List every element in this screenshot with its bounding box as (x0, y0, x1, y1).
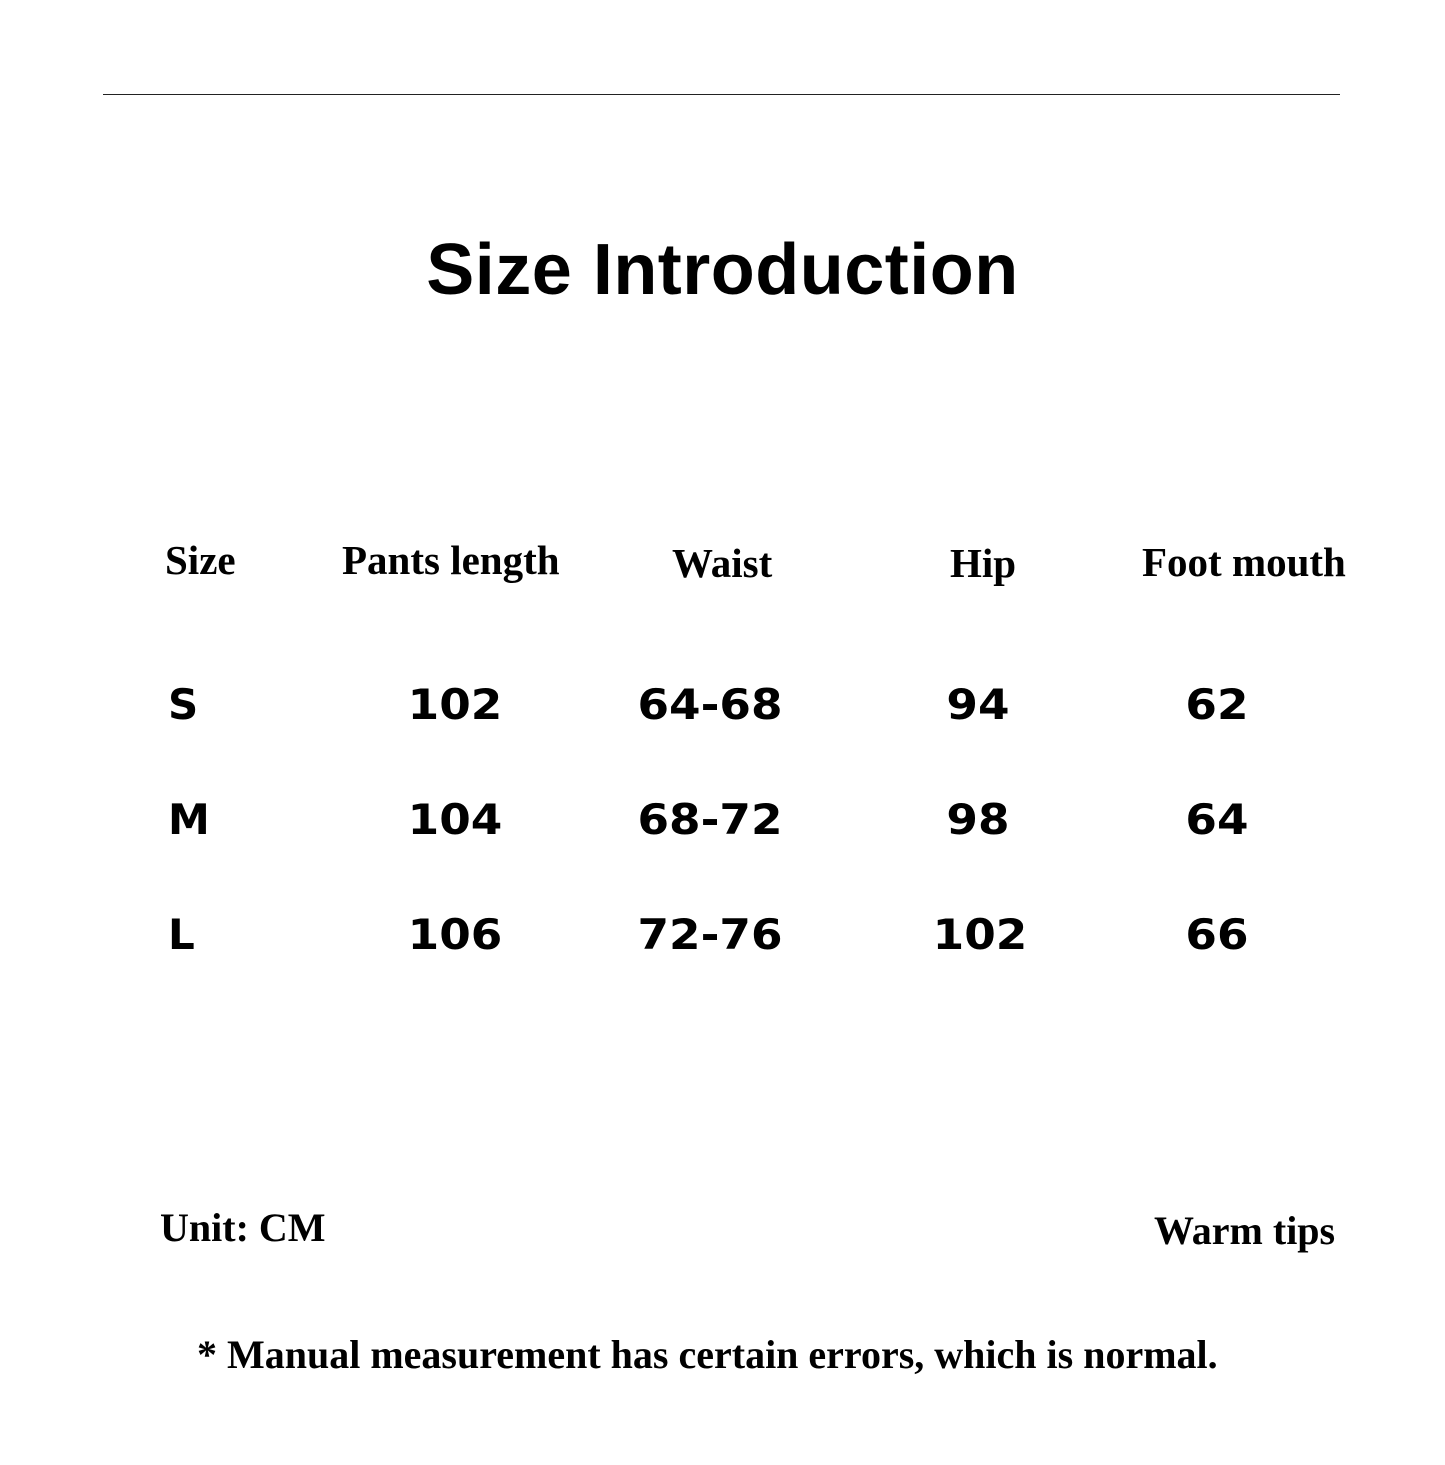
table-cell-size: M (168, 795, 210, 844)
table-cell-waist: 64-68 (637, 680, 783, 729)
unit-label: Unit: CM (160, 1205, 326, 1250)
header-hip: Hip (950, 540, 1017, 586)
page-title: Size Introduction (426, 230, 1019, 310)
table-cell-waist: 68-72 (637, 795, 783, 844)
table-cell-pants-length: 102 (407, 680, 503, 729)
table-cell-pants-length: 104 (407, 795, 503, 844)
table-cell-pants-length: 106 (407, 910, 503, 959)
header-pants-length: Pants length (342, 537, 560, 583)
table-cell-hip: 94 (946, 680, 1010, 729)
table-cell-size: S (168, 680, 199, 729)
table-cell-waist: 72-76 (637, 910, 783, 959)
table-cell-hip: 102 (932, 910, 1028, 959)
top-divider (103, 94, 1340, 95)
table-cell-size: L (168, 910, 195, 959)
table-cell-foot-mouth: 62 (1185, 680, 1249, 729)
table-cell-foot-mouth: 66 (1185, 910, 1249, 959)
disclaimer-text: * Manual measurement has certain errors, which is normal. (197, 1332, 1218, 1377)
table-cell-foot-mouth: 64 (1185, 795, 1249, 844)
table-cell-hip: 98 (946, 795, 1010, 844)
header-foot-mouth: Foot mouth (1142, 539, 1346, 585)
header-waist: Waist (672, 540, 773, 586)
header-size: Size (165, 537, 236, 583)
warm-tips-label: Warm tips (1154, 1208, 1336, 1253)
